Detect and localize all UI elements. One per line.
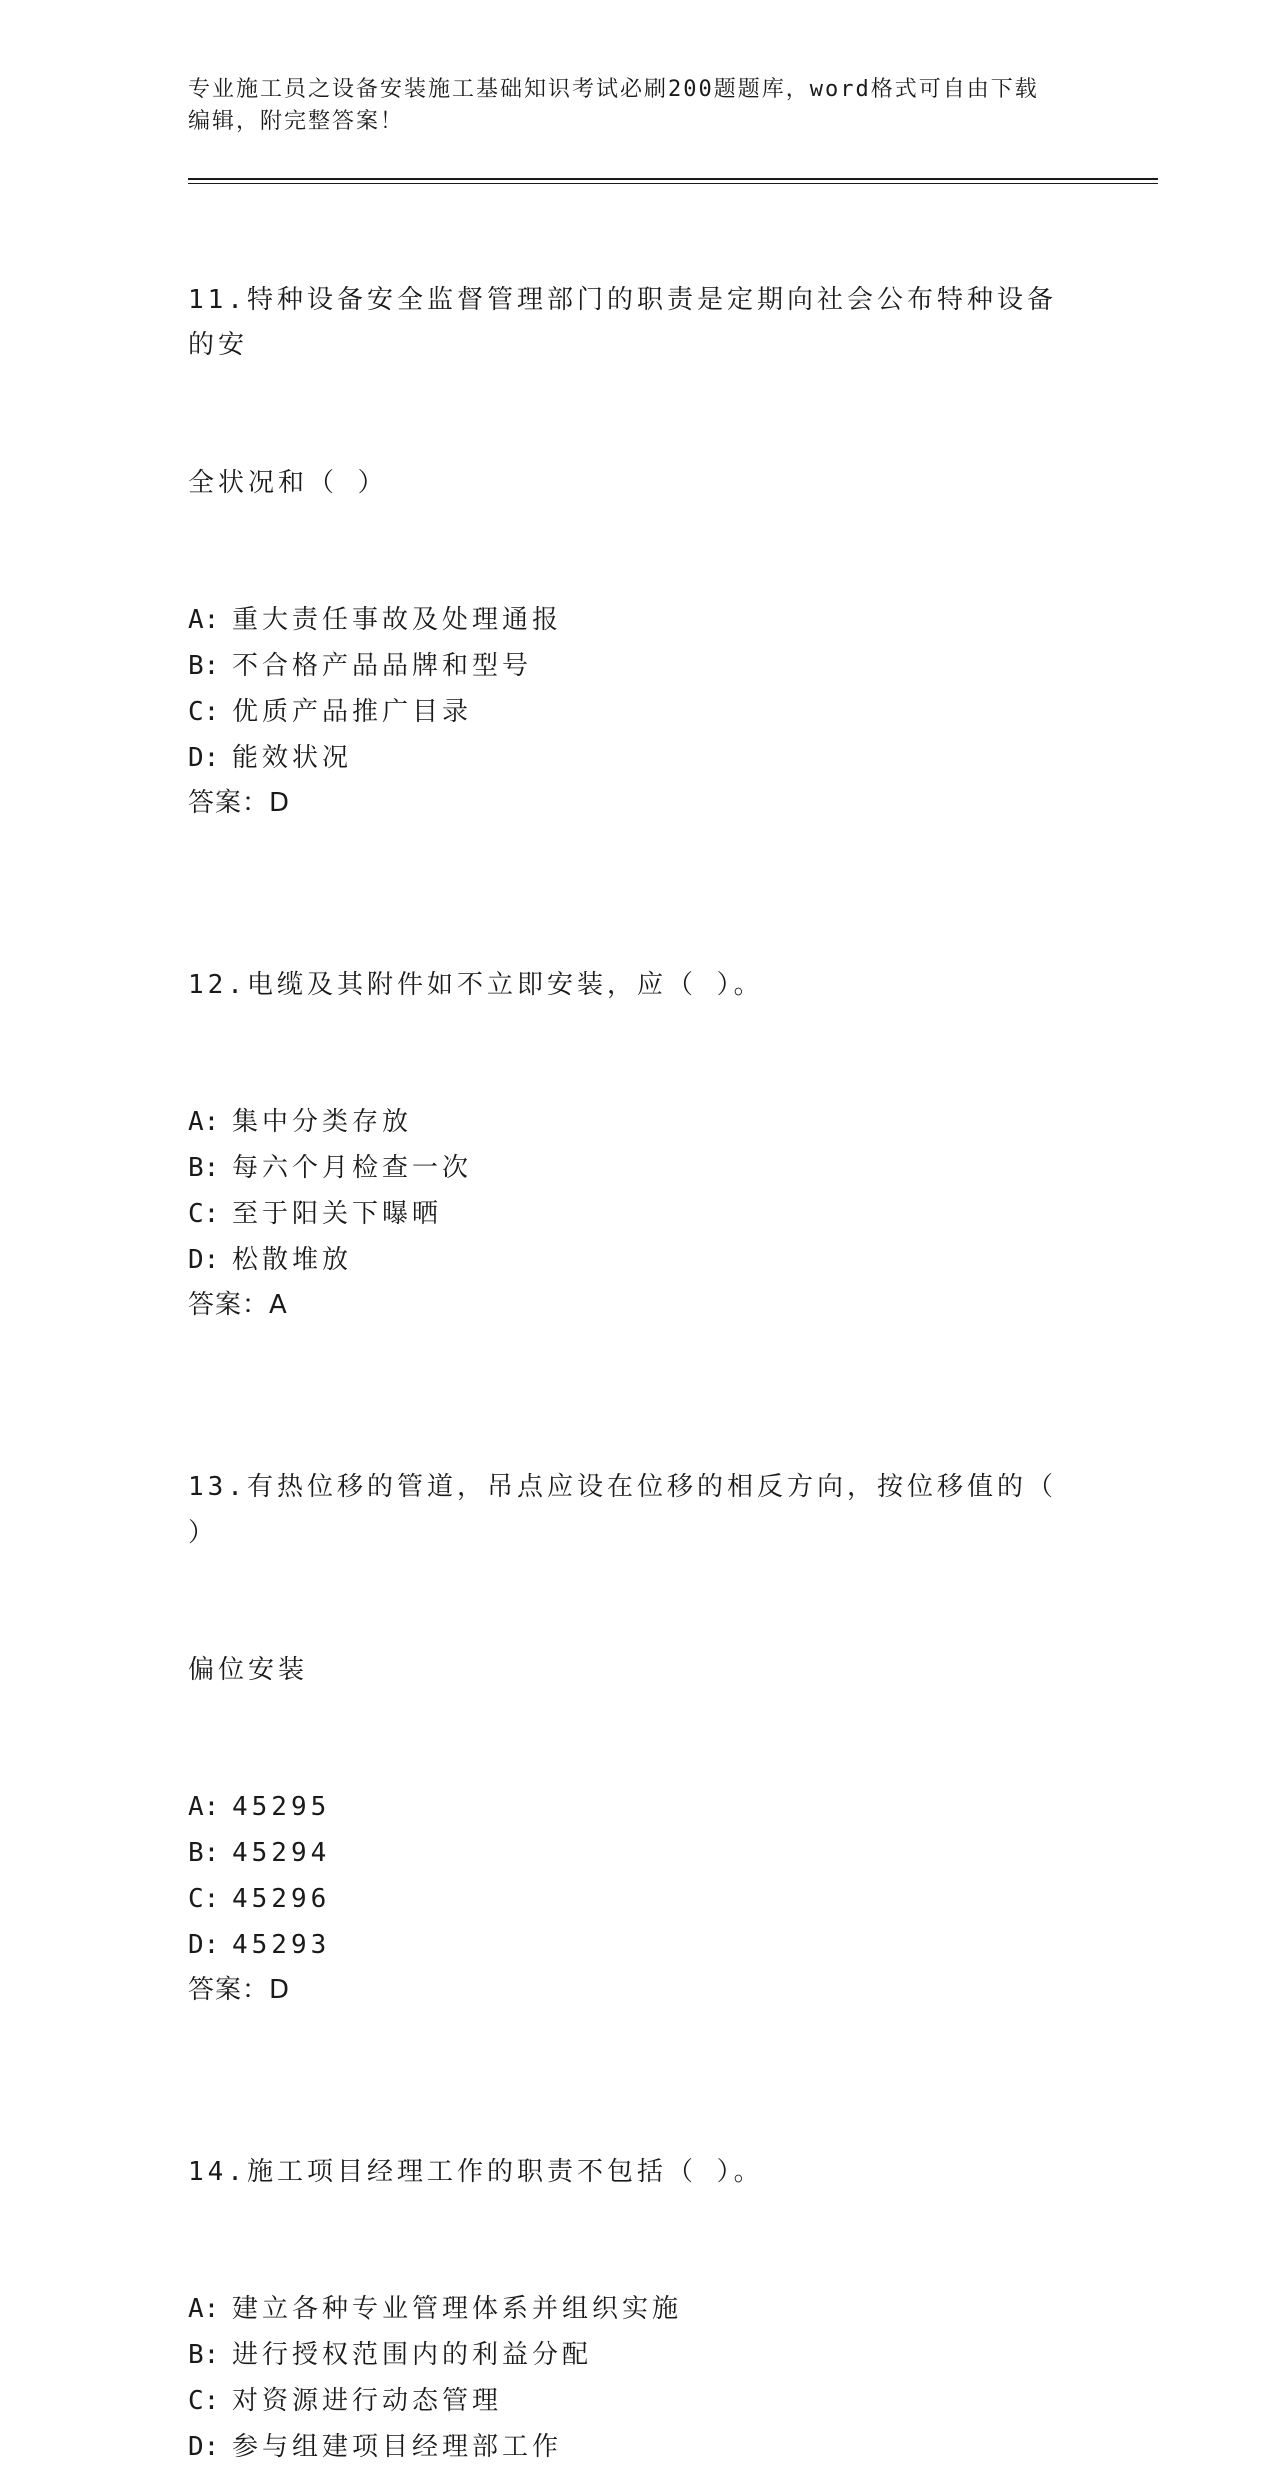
option-label: C: [188, 1198, 220, 1229]
header-divider-thick [188, 178, 1158, 180]
question-stem-line-1: 11.特种设备安全监督管理部门的职责是定期向社会公布特种设备的安 [188, 284, 1057, 361]
option-label: B: [188, 2340, 220, 2371]
option-text: 45296 [232, 1883, 331, 1914]
question-stem [188, 186, 1078, 598]
option-c [188, 1877, 1088, 1923]
option-text: 集中分类存放 [232, 1107, 413, 1138]
document-header [188, 74, 1088, 138]
option-text: 进行授权范围内的利益分配 [232, 2340, 593, 2371]
option-label: C: [188, 1883, 220, 1914]
answer-line: 答案：D [188, 1975, 291, 2006]
option-a [188, 2287, 1088, 2333]
option-text: 优质产品推广目录 [232, 696, 473, 727]
question-list [188, 186, 1088, 2470]
option-c [188, 2379, 1088, 2425]
option-label: B: [188, 1152, 220, 1183]
option-d [188, 1238, 1088, 1284]
option-b [188, 1831, 1088, 1877]
option-text: 能效状况 [232, 742, 353, 773]
option-d [188, 2425, 1088, 2470]
question-stem [188, 1373, 1078, 1785]
option-c [188, 1192, 1088, 1238]
option-text: 至于阳关下曝晒 [232, 1198, 443, 1229]
question-12 [188, 871, 1088, 1329]
option-label: D: [188, 1929, 220, 1960]
question-14 [188, 2058, 1088, 2470]
question-stem-line-1: 12.电缆及其附件如不立即安装，应（ ）。 [188, 969, 764, 1000]
option-label: D: [188, 1244, 220, 1275]
option-text: 每六个月检查一次 [232, 1152, 473, 1183]
question-stem [188, 2058, 1078, 2287]
option-b [188, 644, 1088, 690]
header-line-2: 编辑，附完整答案！ [188, 109, 405, 134]
option-label: C: [188, 2385, 220, 2416]
option-b [188, 2333, 1088, 2379]
option-d [188, 1923, 1088, 1969]
answer-line: 答案：A [188, 1290, 288, 1321]
question-stem-line-2: 偏位安装 [188, 1654, 309, 1685]
question-stem-line-1: 13.有热位移的管道，吊点应设在位移的相反方向，按位移值的（ ） [188, 1471, 1077, 1548]
option-text: 45293 [232, 1929, 331, 1960]
option-a [188, 1100, 1088, 1146]
option-c [188, 690, 1088, 736]
option-label: B: [188, 1838, 220, 1869]
question-11 [188, 186, 1088, 827]
question-stem [188, 871, 1078, 1100]
option-text: 参与组建项目经理部工作 [232, 2431, 563, 2462]
question-stem-line-2: 全状况和（ ） [188, 467, 388, 498]
header-line-1: 专业施工员之设备安装施工基础知识考试必刷200题题库，word格式可自由下载 [188, 77, 1039, 102]
option-label: B: [188, 650, 220, 681]
option-text: 松散堆放 [232, 1244, 353, 1275]
option-label: A: [188, 1792, 220, 1823]
option-label: A: [188, 2294, 220, 2325]
header-divider-thin [188, 183, 1158, 184]
option-a [188, 1785, 1088, 1831]
option-label: D: [188, 742, 220, 773]
option-text: 建立各种专业管理体系并组织实施 [232, 2294, 683, 2325]
option-b [188, 1146, 1088, 1192]
option-text: 重大责任事故及处理通报 [232, 605, 563, 636]
option-label: D: [188, 2431, 220, 2462]
option-label: A: [188, 1107, 220, 1138]
option-text: 不合格产品品牌和型号 [232, 650, 533, 681]
option-a [188, 598, 1088, 644]
answer-line: 答案：D [188, 788, 291, 819]
question-13 [188, 1373, 1088, 2014]
option-label: C: [188, 696, 220, 727]
question-stem-line-1: 14.施工项目经理工作的职责不包括（ ）。 [188, 2156, 764, 2187]
option-d [188, 736, 1088, 782]
option-label: A: [188, 605, 220, 636]
option-text: 45295 [232, 1792, 331, 1823]
option-text: 对资源进行动态管理 [232, 2385, 503, 2416]
option-text: 45294 [232, 1838, 331, 1869]
